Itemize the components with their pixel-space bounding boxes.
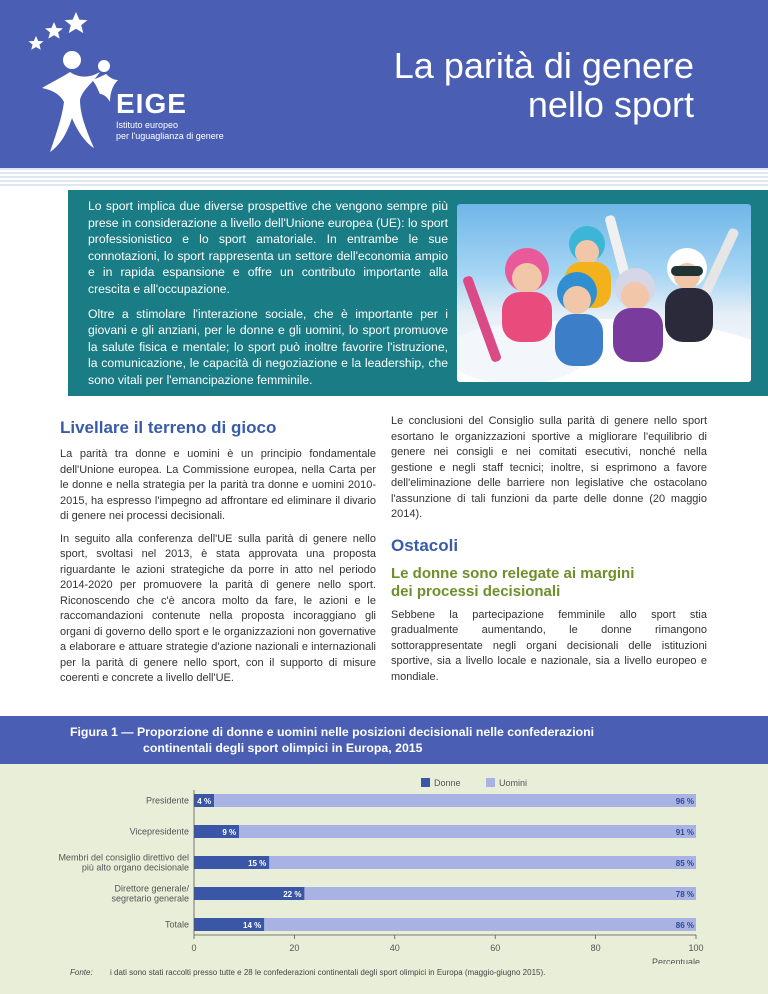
right-column [391, 414, 707, 692]
legend-swatch-uomini [486, 778, 495, 787]
header-banner [0, 0, 768, 168]
source-label: Fonte: [70, 968, 93, 977]
category-label: segretario generale [111, 893, 189, 904]
figure-small-head [98, 60, 110, 72]
subheading-line1: Le donne sono relegate ai margini [391, 564, 635, 582]
section-heading-livellare: Livellare il terreno di gioco [60, 418, 277, 437]
star-icon [65, 12, 88, 33]
logo-subtitle-line2: per l'uguaglianza di genere [116, 131, 224, 141]
data-label-donne: 22 % [283, 890, 302, 899]
page-title-line2: nello sport [527, 84, 694, 125]
x-tick-label: 20 [289, 943, 300, 953]
logo-brand-text: EIGE [116, 88, 187, 119]
logo-subtitle-line1: Istituto europeo [116, 120, 179, 130]
section-heading-ostacoli: Ostacoli [391, 535, 459, 555]
figure-title-line1: Figura 1 — Proporzione di donne e uomini nelle posizioni decisionali nelle confederazioni [70, 725, 595, 739]
intro-text [88, 198, 448, 397]
data-label-uomini: 78 % [675, 890, 694, 899]
left-paragraph-2: In seguito alla conferenza dell'UE sulla parità di genere nello sport, svoltasi nel 2013, è stata approvata una proposta riguardante le azioni strategiche da porre in atto nel periodo 2014-2020 per promuovere la parità di genere nello sport. Riconoscendo che c'è ancora molto da fare, le azioni e le raccomandazioni contenute nella proposta incoraggiano gli organi di governo dello sport e le organizzazioni non governative a elaborare e attuare strategie d'azione nazionali e internazionali per la parità di genere nello sport, con il supporto di misure coerenti e concrete a livello dell'UE. [60, 532, 376, 684]
data-label-uomini: 86 % [675, 921, 694, 930]
category-label: Membri del consiglio direttivo del [58, 852, 189, 863]
subheading-line2: dei processi decisionali [391, 582, 561, 600]
category-label: Presidente [145, 795, 189, 806]
x-tick-label: 40 [389, 943, 400, 953]
bar-uomini [269, 856, 696, 869]
intro-paragraph-2: Oltre a stimolare l'interazione sociale, che è importante per i giovani e gli anziani, per le donne e gli uomini, lo sport promuove la salute fisica e mentale; lo sport può inoltre favorire l'istruzione, la comunicazione, le capacità di negoziazione e la leadership, che sono vitali per l'emancipazione femminile. [88, 306, 448, 387]
data-label-uomini: 91 % [675, 828, 694, 837]
figure-head [63, 51, 81, 69]
page-title-line1: La parità di genere [393, 45, 694, 86]
category-label: Totale [164, 919, 189, 930]
intro-paragraph-1: Lo sport implica due diverse prospettive che vengono sempre più prese in considerazione a livello dell'Unione europea (UE): lo sport professionistico e lo sport amatoriale. In entrambe le sue connotazioni, lo sport rappresenta un settore dell'economia ampio e in rapida espansione e offre un contributo importante alla crescita e all'occupazione. [88, 199, 448, 296]
x-tick-label: 80 [590, 943, 601, 953]
figure-small-body [92, 74, 118, 102]
data-label-donne: 4 % [197, 797, 212, 806]
legend-swatch-donne [421, 778, 430, 787]
category-label: più alto organo decisionale [81, 862, 189, 873]
figure-title-line2: continentali degli sport olimpici in Europa, 2015 [143, 741, 423, 755]
bar-uomini [304, 887, 696, 900]
figure-body [42, 72, 100, 152]
header-stripes [0, 168, 768, 188]
page-title [394, 46, 694, 124]
bar-uomini [239, 825, 696, 838]
x-tick-label: 100 [688, 943, 704, 953]
star-icon [45, 22, 63, 39]
bar-chart [0, 764, 768, 964]
bar-uomini [264, 918, 696, 931]
x-tick-label: 0 [191, 943, 197, 953]
x-axis-title: Percentuale [651, 957, 700, 964]
data-label-donne: 9 % [222, 828, 237, 837]
intro-box [68, 190, 768, 396]
source-text: i dati sono stati raccolti presso tutte e 28 le confederazioni continentali degli sport olimpici in Europa (maggio-giugno 2015). [110, 968, 546, 977]
subheading-donne-relegate [391, 565, 707, 601]
legend-label-uomini: Uomini [499, 778, 528, 788]
right-paragraph-1: Le conclusioni del Consiglio sulla parità di genere nello sport esortano le organizzazioni sportive a migliorare l'equilibrio di genere nei consigli e nei comitati esecutivi, nonché nella gestione e negli staff tecnici; inoltre, si esprimono a favore dell'eliminazione delle barriere non legislative che ostacolano l'assunzione di tali funzioni da parte delle donne (20 maggio 2014). [391, 415, 707, 520]
data-label-donne: 15 % [248, 859, 267, 868]
x-tick-label: 60 [490, 943, 501, 953]
category-label: Direttore generale/ [114, 883, 189, 894]
eige-logo [22, 10, 222, 160]
figure-header [0, 716, 768, 764]
star-icon [29, 36, 44, 50]
logo-subtitle [116, 120, 226, 142]
left-paragraph-1: La parità tra donne e uomini è un principio fondamentale dell'Unione europea. La Commissione europea, nella Carta per le donne e nella strategia per la parità tra donne e uomini 2010-2015, ha espresso l'impegno ad affrontare ed eliminare il divario di genere nei processi decisionali. [60, 448, 376, 522]
data-label-uomini: 85 % [675, 859, 694, 868]
data-label-donne: 14 % [243, 921, 262, 930]
figure-title [70, 724, 630, 756]
legend-label-donne: Donne [434, 778, 461, 788]
left-column [60, 418, 376, 694]
bar-uomini [214, 794, 696, 807]
ski-children-photo [457, 204, 751, 382]
photo-illustration [457, 204, 751, 382]
right-paragraph-2: Sebbene la partecipazione femminile allo sport stia gradualmente aumentando, le donne rimangono sottorappresentate negli organi decisionali delle istituzioni sportive, sia a livello locale e nazionale, sia a livello europeo e mondiale. [391, 608, 707, 683]
data-label-uomini: 96 % [675, 797, 694, 806]
category-label: Vicepresidente [129, 826, 189, 837]
